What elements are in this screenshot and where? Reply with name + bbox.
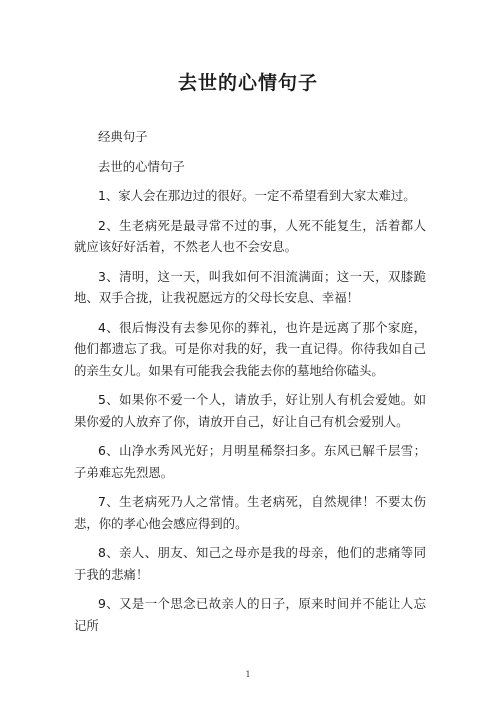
paragraph: 去世的心情句子	[98, 158, 185, 174]
page-number: 1	[245, 670, 251, 679]
paragraph: 8、亲人、朋友、知己之母亦是我的母亲，他们的悲痛等同于我的悲痛！	[74, 545, 426, 582]
paragraph: 3、清明，这一天，叫我如何不泪流满面；这一天，双膝跪地、双手合拢，让我祝愿远方的父母长安息、幸福！	[74, 268, 426, 305]
paragraph: 5、如果你不爱一个人，请放手，好让别人有机会爱她。如果你爱的人放弃了你，请放开自己，好让自己有机会爱别人。	[74, 392, 426, 429]
paragraph: 经典句子	[98, 129, 148, 144]
paragraph: 4、很后悔没有去参见你的葬礼，也许是远离了那个家庭，他们都遗忘了我。可是你对我的好，我一直记得。你待我如自己的亲生女儿。如果有可能我会我能去你的墓地给你磕头。	[74, 319, 426, 378]
paragraph: 7、生老病死乃人之常情。生老病死，自然规律！不要太伤悲，你的孝心他会感应得到的。	[74, 494, 426, 531]
paragraph: 1、家人会在那边过的很好。一定不希望看到大家太难过。	[98, 188, 416, 203]
paragraph: 9、又是一个思念已故亲人的日子，原来时间并不能让人忘记所	[74, 596, 426, 633]
page-title: 去世的心情句子	[177, 72, 318, 94]
document-body	[74, 126, 426, 644]
paragraph: 6、山净水秀风光好；月明星稀祭扫多。东风已解千层雪；子弟难忘先烈恩。	[74, 443, 426, 480]
paragraph: 2、生老病死是最寻常不过的事，人死不能复生，活着都人就应该好好活着，不然老人也不会安息。	[74, 217, 426, 254]
